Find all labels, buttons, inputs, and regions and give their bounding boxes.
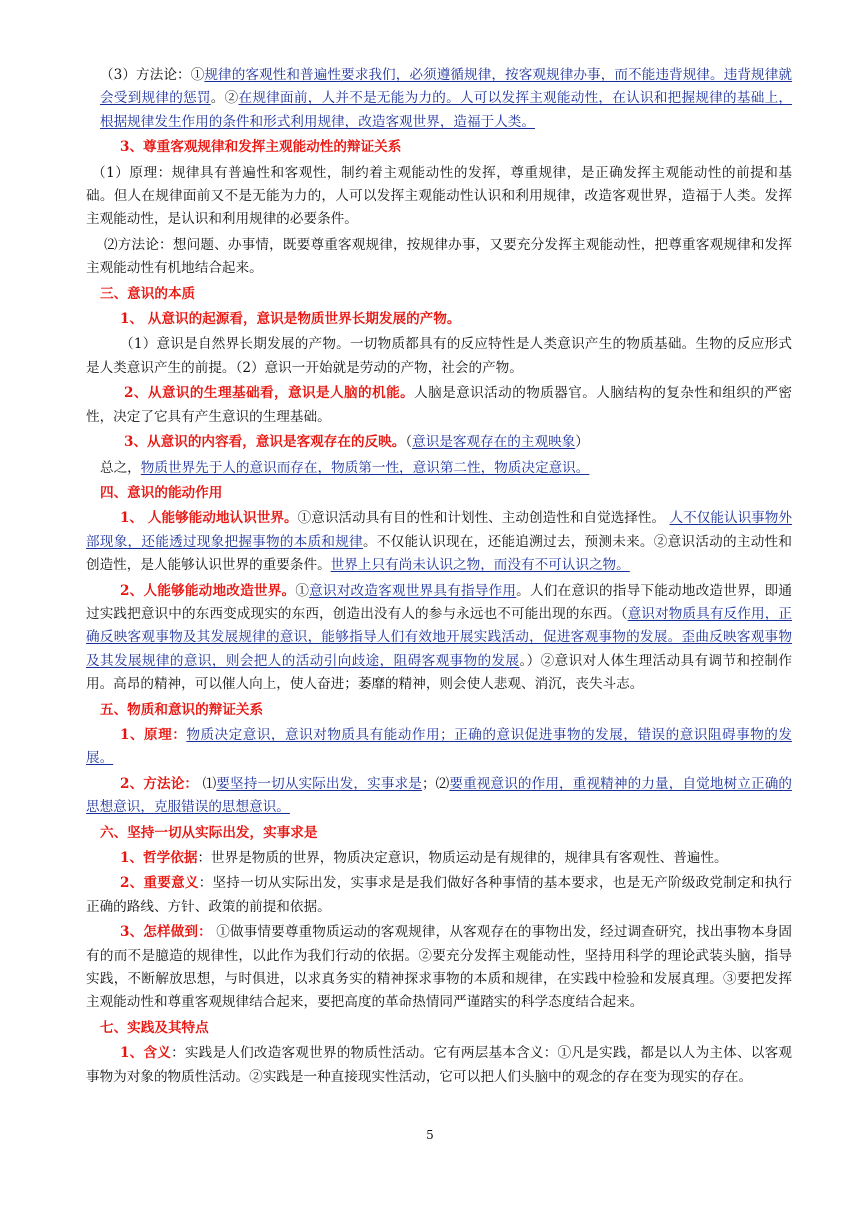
summary-paragraph [86, 457, 792, 480]
text: ①做事情要尊重物质运动的客观规律，从客观存在的事物出发，经过调查研究，找出事物本身固有的而不是臆造的规律性，以此作为我们行动的依据。②要充分发挥主观能动性，坚持用科学的理论武装头脑，指导实践，不断解放思想，与时俱进，以求真务实的精神探求事物的本质和规律，在实践中检验和发展真理。③要把发挥主观能动性和尊重客观规律结合起来，要把高度的革命热情同严谨踏实的科学态度结合起来。 [86, 924, 792, 1011]
section-heading-3: 三、意识的本质 [100, 285, 196, 302]
underlined-text: 要坚持一切从实际出发，实事求是 [216, 775, 422, 792]
section-heading-5: 五、物质和意识的辩证关系 [100, 701, 264, 718]
text: （3）方法论：① [100, 67, 205, 83]
methodology-paragraph-2: ⑵方法论：想问题、办事情，既要尊重客观规律，按规律办事，又要充分发挥主观能动性，把尊重客观规律和发挥主观能动性有机地结合起来。 [86, 236, 792, 277]
subheading-physiology: 2、从意识的生理基础看，意识是人脑的机能。 [124, 385, 415, 402]
cognition-paragraph [86, 507, 792, 577]
underlined-text: 意识对物质具有反作用，正确反映客观事物及其发展规律的意识，能够指导人们有效地开展实践活动，促进客观事物的发展。歪曲反映客观事物及其发展规律的意识，则会把人的活动引向歧途，阻碍客观事物的发展 [86, 605, 792, 669]
document-body [86, 64, 792, 1091]
subheading-basis: 1、哲学依据 [120, 850, 198, 866]
text: ⑴ [198, 775, 217, 792]
subheading-transformation: 2、人能够能动地改造世界。 [120, 582, 296, 599]
subheading-content: 3、从意识的内容看，意识是客观存在的反映。 [124, 434, 406, 451]
text: （ [405, 434, 413, 451]
dialectic-principle [86, 724, 792, 771]
text: ；⑵ [421, 775, 450, 792]
philosophical-basis [86, 847, 792, 870]
text: ①意识活动具有目的性和计划性、主动创造性和自觉选择性。 [297, 510, 670, 527]
text: 总之， [100, 459, 141, 476]
section-heading-4: 四、意识的能动作用 [100, 484, 223, 501]
underlined-text: 规律的客观性和普遍性要求我们，必须遵循规律，按客观规律办事，而不能违背规律。违背规律就会受到规律的惩罚 [100, 67, 792, 107]
significance-paragraph [86, 872, 792, 919]
content-paragraph [86, 431, 792, 454]
subheading-principle: 1、原理： [120, 726, 187, 743]
page-number: 5 [426, 1128, 434, 1142]
subheading-significance: 2、重要意义 [120, 875, 199, 892]
text: 人脑是意识活动的物质器官。人脑结构的复杂性和组织的严密性，决定了它具有产生意识的生理基础。 [86, 385, 792, 425]
principle-paragraph: （1）原理：规律具有普遍性和客观性，制约着主观能动性的发挥，尊重规律，是正确发挥主观能动性的前提和基础。但人在规律面前又不是无能为力的，人可以发挥主观能动性认识和利用规律，改造客观世界，造福于人类。发挥主观能动性，是认识和利用规律的必要条件。 [86, 164, 792, 228]
text: ） [575, 434, 589, 451]
heading-3: 3、尊重客观规律和发挥主观能动性的辩证关系 [120, 139, 402, 156]
subheading-cognition: 1、 人能够能动地认识世界。 [120, 510, 298, 527]
text: 。）②意识对人体生理活动具有调节和控制作用。高昂的精神，可以催人向上，使人奋进；萎靡的精神，则会使人悲观、消沉，丧失斗志。 [86, 652, 793, 693]
text: 。不仅能认识现在，还能追溯过去，预测未来。②意识活动的主动性和创造性，是人能够认识世界的重要条件。 [86, 533, 793, 574]
underlined-text: 物质世界先于人的意识而存在，物质第一性，意识第二性，物质决定意识。 [140, 459, 590, 476]
section-heading-7: 七、实践及其特点 [100, 1019, 209, 1036]
subheading-methodology: 2、方法论： [120, 775, 199, 792]
underlined-text: 要重视意识的作用，重视精神的力量，自觉地树立正确的思想意识，克服错误的思想意识。 [86, 775, 793, 816]
text: ：世界是物质的世界，物质决定意识，物质运动是有规律的，规律具有客观性、普遍性。 [197, 850, 728, 866]
underlined-text: 在规律面前，人并不是无能为力的。人可以发挥主观能动性，在认识和把握规律的基础上，根据规律发生作用的条件和形式利用规律，改造客观世界，造福于人类。 [100, 90, 793, 130]
transformation-paragraph [86, 580, 792, 697]
practice-definition [86, 1042, 792, 1089]
underlined-text: 意识是客观存在的主观映象 [412, 434, 576, 451]
subheading-origin: 1、 从意识的起源看，意识是物质世界长期发展的产物。 [120, 311, 461, 328]
subheading-definition: 1、含义 [120, 1045, 172, 1062]
underlined-text: 世界上只有尚未认识之物，而没有不可认识之物。 [330, 557, 630, 574]
text: 。② [210, 90, 239, 107]
text: 。人们在意识的指导下能动地改造世界，即通过实践把意识中的东西变成现实的东西，创造出没有人的参与永远也不可能出现的东西。（ [86, 582, 793, 622]
text: ：实践是人们改造客观世界的物质性活动。它有两层基本含义：①凡是实践，都是以人为主体、以客观事物为对象的物质性活动。②实践是一种直接现实性活动，它可以把人们头脑中的观念的存在变为现实的存在。 [86, 1045, 792, 1085]
text: ：坚持一切从实际出发，实事求是是我们做好各种事情的基本要求，也是无产阶级政党制定和执行正确的路线、方针、政策的前提和依据。 [86, 875, 792, 915]
dialectic-methodology [86, 773, 792, 820]
text: ① [295, 582, 310, 599]
underlined-text: 人不仅能认识事物外部现象，还能透过现象把握事物的本质和规律 [86, 510, 792, 550]
section-heading-6: 六、坚持一切从实际出发，实事求是 [100, 824, 318, 841]
physiology-paragraph [86, 382, 792, 429]
subheading-how-to: 3、怎样做到： [120, 924, 212, 941]
methodology-paragraph [86, 64, 792, 134]
origin-paragraph: （1）意识是自然界长期发展的产物。一切物质都具有的反应特性是人类意识产生的物质基础。生物的反应形式是人类意识产生的前提。（2）意识一开始就是劳动的产物，社会的产物。 [86, 336, 792, 376]
underlined-text: 物质决定意识，意识对物质具有能动作用；正确的意识促进事物的发展，错误的意识阻碍事物的发展。 [86, 726, 792, 767]
how-to-paragraph [86, 921, 792, 1015]
underlined-text: 意识对改造客观世界具有指导作用 [309, 582, 517, 599]
